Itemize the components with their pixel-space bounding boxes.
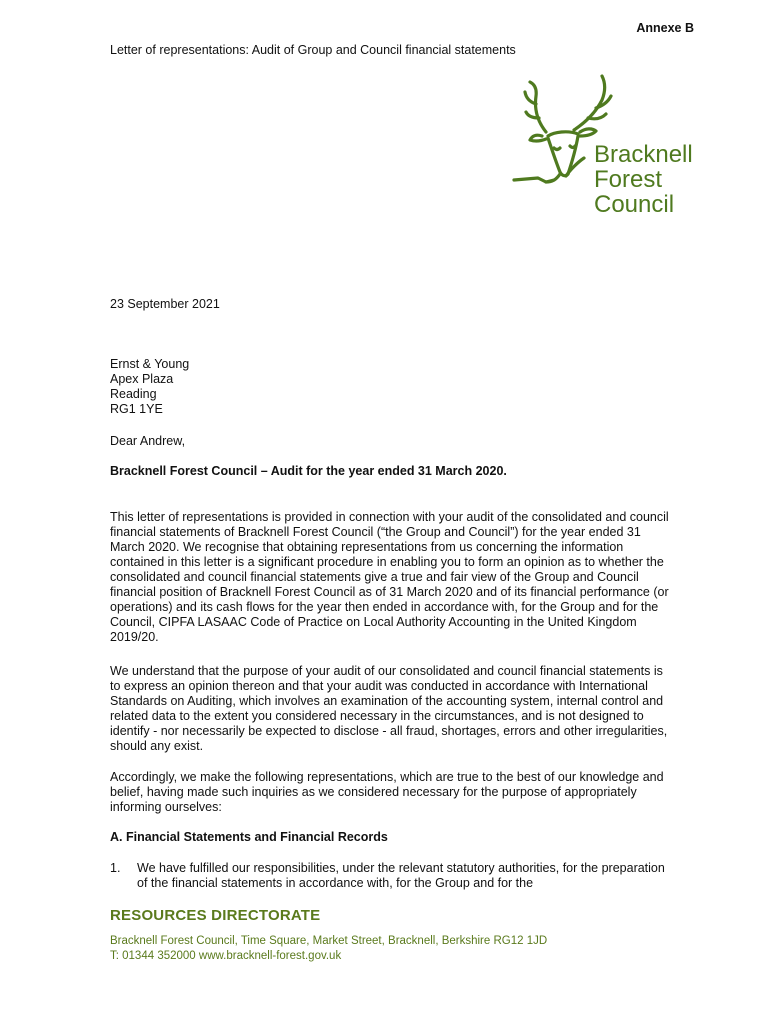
document-title: Letter of representations: Audit of Group and Council financial statements bbox=[110, 43, 516, 57]
paragraph: We understand that the purpose of your audit of our consolidated and council financial statements is to express an opinion thereon and that your audit was conducted in accordance with International Standards on Auditing, which involves an examination of the accounting system, internal control and related data to the extent you considered necessary in the circumstances, and is not designed to identify - nor necessarily be expected to disclose - all fraud, shortages, errors and other irregularities, should any exist. bbox=[110, 664, 668, 753]
logo-line-1: Bracknell bbox=[594, 141, 693, 168]
footer-address: Bracknell Forest Council, Time Square, Market Street, Bracknell, Berkshire RG12 1JD bbox=[110, 935, 548, 947]
paragraph: Accordingly, we make the following representations, which are true to the best of our knowledge and belief, having made such inquiries as we considered necessary for the purpose of appropriately informing ourselves: bbox=[110, 770, 664, 814]
council-logo bbox=[508, 74, 708, 219]
address-line: Apex Plaza bbox=[110, 372, 174, 386]
greeting: Dear Andrew, bbox=[110, 434, 186, 448]
annexe-label: Annexe B bbox=[636, 21, 694, 35]
numbered-item bbox=[110, 861, 670, 891]
logo-line-3: Council bbox=[594, 191, 675, 218]
address-line: Reading bbox=[110, 387, 157, 401]
letter-subject: Bracknell Forest Council – Audit for the year ended 31 March 2020. bbox=[110, 464, 507, 478]
footer-contact: T: 01344 352000 www.bracknell-forest.gov.uk bbox=[110, 950, 342, 962]
letter-date: 23 September 2021 bbox=[110, 297, 220, 311]
address-line: Ernst & Young bbox=[110, 357, 190, 371]
recipient-address bbox=[110, 357, 670, 417]
paragraph: This letter of representations is provided in connection with your audit of the consolidated and council financial statements of Bracknell Forest Council (“the Group and Council”) for the year ended 31 March 2020. We recognise that obtaining representations from us concerning the information contained in this letter is a significant procedure in enabling you to form an opinion as to whether the consolidated and council financial statements give a true and fair view of the Group and Council financial position of Bracknell Forest Council as of 31 March 2020 and of its financial performance (or operations) and its cash flows for the year then ended in accordance with, for the Group and for the Council, CIPFA LASAAC Code of Practice on Local Authority Accounting in the United Kingdom 2019/20. bbox=[110, 510, 669, 644]
address-line: RG1 1YE bbox=[110, 402, 163, 416]
stag-head-icon bbox=[508, 74, 708, 219]
section-heading: A. Financial Statements and Financial Records bbox=[110, 830, 388, 844]
item-text: We have fulfilled our responsibilities, under the relevant statutory authorities, for the preparation of the financial statements in accordance with, for the Group and for the bbox=[137, 861, 665, 890]
footer-directorate: RESOURCES DIRECTORATE bbox=[110, 907, 321, 924]
logo-line-2: Forest bbox=[594, 166, 663, 193]
item-number: 1. bbox=[110, 861, 121, 875]
